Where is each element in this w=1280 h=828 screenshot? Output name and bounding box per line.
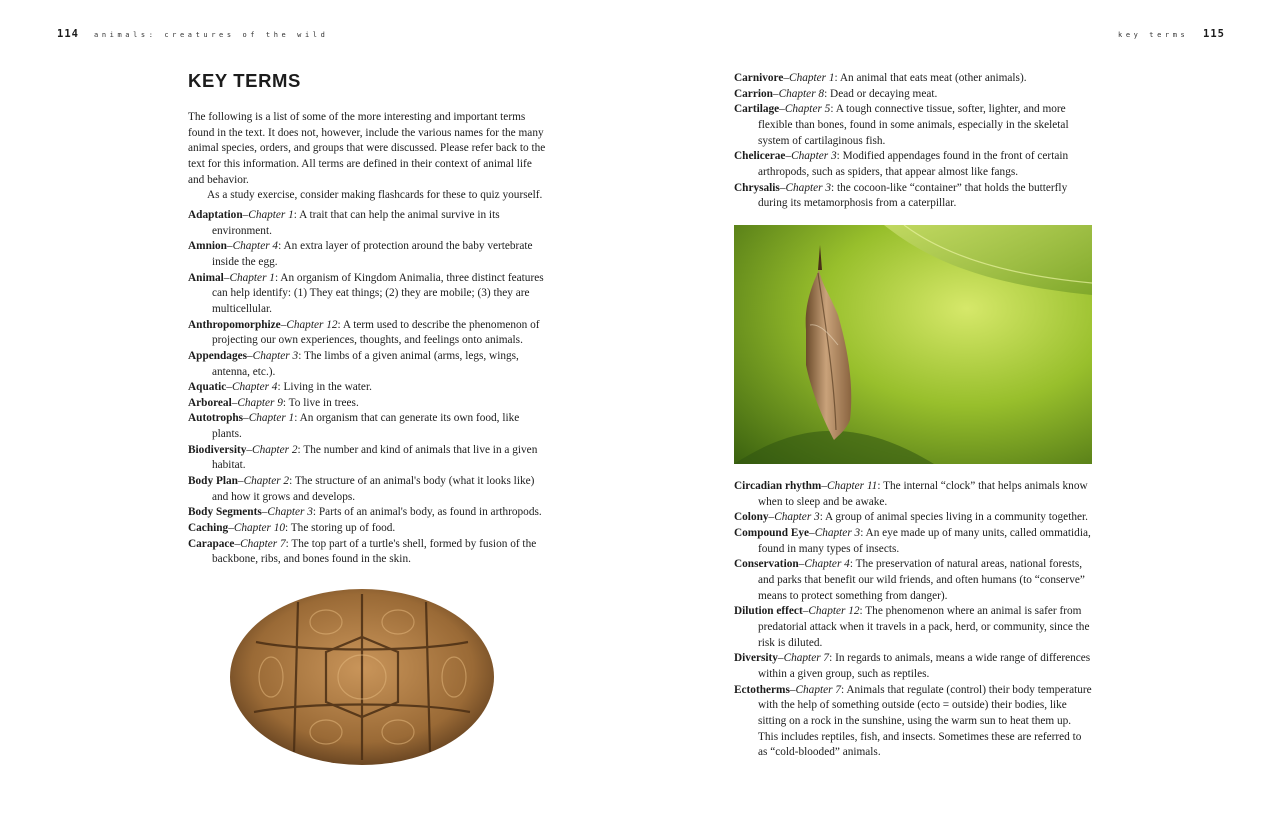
glossary-entry: Body Plan–Chapter 2: The structure of an animal's body (what it looks like) and how it grows and develops. [188, 475, 535, 503]
glossary-chapter: Chapter 2 [243, 475, 290, 488]
glossary-entry: Compound Eye–Chapter 3: An eye made up of many units, called ommatidia, found in many types of insects. [734, 526, 1091, 555]
glossary-definition: Living in the water. [283, 381, 372, 394]
glossary-term: Diversity [734, 652, 778, 665]
glossary-chapter: Chapter 7 [795, 683, 842, 696]
glossary-definition: An organism that can generate its own food, like plants. [212, 412, 520, 441]
glossary-entry: Colony–Chapter 3: A group of animal species living in a community together. [734, 511, 1088, 524]
glossary-chapter: Chapter 5 [784, 103, 831, 116]
glossary-entry: Arboreal–Chapter 9: To live in trees. [188, 396, 359, 409]
glossary-chapter: Chapter 4 [804, 558, 850, 571]
glossary-chapter: Chapter 12 [286, 318, 338, 331]
glossary-definition: An eye made up of many units, called ommatidia, found in many types of insects. [758, 526, 1091, 555]
glossary-definition: Dead or decaying meat. [830, 87, 938, 100]
glossary-chapter: Chapter 4 [232, 240, 279, 253]
chrysalis-photo [734, 225, 1092, 464]
glossary-term: Body Plan [188, 475, 238, 488]
glossary-term: Arboreal [188, 396, 232, 409]
glossary-entry: Ectotherms–Chapter 7: Animals that regulate (control) their body temperature with the help of something outside (ecto = outside) their bodies, like sitting on a rock in the sunshine, using the warm sun to heat them up. This includes reptiles, fish, and insects. Sometimes these are referred to as “cold-blooded” animals. [734, 683, 1092, 759]
page-number-left: 114 [57, 28, 79, 40]
glossary-term: Caching [188, 522, 229, 535]
glossary-chapter: Chapter 3 [267, 506, 313, 519]
glossary-definition: The internal “clock” that helps animals know when to sleep and be awake. [758, 480, 1088, 508]
glossary-chapter: Chapter 7 [240, 537, 286, 550]
glossary-chapter: Chapter 3 [791, 150, 837, 163]
glossary-chapter: Chapter 1 [248, 208, 294, 221]
glossary-term: Amnion [188, 240, 227, 253]
glossary-definition: A group of animal species living in a community together. [825, 511, 1088, 524]
glossary-chapter: Chapter 1 [248, 412, 295, 425]
glossary-term: Cartilage [734, 103, 780, 116]
glossary-definition: In regards to animals, means a wide range of differences within a given group, such as reptiles. [758, 652, 1091, 680]
glossary-definition: Modified appendages found in the front of certain arthropods, such as spiders, that appear almost like fangs. [758, 150, 1069, 178]
glossary-definition: Animals that regulate (control) their body temperature with the help of something outside (ecto = outside) their bodies, like sitting on a rock in the sunshine, using the warm sun to heat them up. This includes reptiles, fish, and insects. Sometimes these are referred to as “cold-blooded” animals. [758, 683, 1092, 759]
glossary-chapter: Chapter 8 [778, 87, 825, 100]
intro-paragraph: The following is a list of some of the more interesting and important terms found in the text. It does not, however, include the various names for the many animal species, orders, and groups that were discussed. Please refer back to the text for this information. All terms are defined in their context of animal life and behavior. [188, 111, 546, 186]
glossary-chapter: Chapter 9 [237, 396, 283, 409]
glossary-definition: An organism of Kingdom Animalia, three distinct features can help identify: (1) They eat things; (2) they are mobile; (3) they are multicellular. [212, 271, 544, 315]
glossary-term: Body Segments [188, 506, 262, 519]
glossary-term: Circadian rhythm [734, 480, 822, 492]
glossary-chapter: Chapter 2 [252, 443, 298, 456]
glossary-entry: Chrysalis–Chapter 3: the cocoon-like “container” that holds the butterfly during its metamorphosis from a caterpillar. [734, 181, 1068, 210]
glossary-entry: Carrion–Chapter 8: Dead or decaying meat. [734, 87, 938, 100]
glossary-entry: Autotrophs–Chapter 1: An organism that can generate its own food, like plants. [188, 412, 520, 441]
glossary-definition: The limbs of a given animal (arms, legs, wings, antenna, etc.). [212, 349, 519, 378]
glossary-definition: The phenomenon where an animal is safer from predatorial attack when it travels in a pack, herd, or community, since the risk is diluted. [758, 605, 1090, 649]
glossary-term: Autotrophs [188, 412, 244, 425]
glossary-entry: Body Segments–Chapter 3: Parts of an animal's body, as found in arthropods. [188, 506, 542, 519]
glossary-definition: A tough connective tissue, softer, lighter, and more flexible than bones, found in some animals, especially in the skeletal system of cartilaginous fish. [758, 103, 1069, 147]
glossary-chapter: Chapter 7 [783, 652, 830, 665]
glossary-definition: The number and kind of animals that live in a given habitat. [212, 443, 538, 472]
glossary-term: Colony [734, 511, 769, 524]
intro-paragraph: As a study exercise, consider making flashcards for these to quiz yourself. [207, 189, 543, 202]
glossary-definition: the cocoon-like “container” that holds the butterfly during its metamorphosis from a caterpillar. [758, 181, 1068, 210]
glossary-term: Chelicerae [734, 150, 786, 163]
glossary-chapter: Chapter 4 [231, 381, 278, 394]
glossary-term: Animal [188, 271, 224, 284]
glossary-entry: Cartilage–Chapter 5: A tough connective tissue, softer, lighter, and more flexible than bones, found in some animals, especially in the skeletal system of cartilaginous fish. [734, 103, 1069, 147]
glossary-entry: Aquatic–Chapter 4: Living in the water. [188, 381, 372, 394]
glossary-list-right-top [734, 71, 1092, 212]
glossary-term: Biodiversity [188, 443, 247, 456]
glossary-chapter: Chapter 1 [229, 271, 275, 284]
intro-text [188, 110, 546, 204]
page-title: KEY TERMS [188, 70, 301, 91]
glossary-entry: Caching–Chapter 10: The storing up of food. [188, 522, 396, 535]
glossary-list-left [188, 208, 546, 568]
glossary-list-right-bottom [734, 479, 1092, 761]
glossary-chapter: Chapter 1 [789, 72, 835, 84]
glossary-term: Compound Eye [734, 526, 810, 539]
running-head-left: animals: creatures of the wild [94, 31, 329, 39]
glossary-definition: An animal that eats meat (other animals). [839, 72, 1027, 84]
glossary-term: Anthropomorphize [188, 318, 281, 331]
glossary-term: Ectotherms [734, 683, 790, 696]
page-number-right: 115 [1203, 28, 1225, 40]
glossary-entry: Adaptation–Chapter 1: A trait that can help the animal survive in its environment. [188, 208, 500, 237]
glossary-term: Adaptation [188, 208, 243, 221]
glossary-chapter: Chapter 3 [774, 511, 820, 524]
glossary-entry: Chelicerae–Chapter 3: Modified appendages found in the front of certain arthropods, such as spiders, that appear almost like fangs. [734, 150, 1069, 178]
glossary-entry: Conservation–Chapter 4: The preservation of natural areas, national forests, and parks that benefit our wild friends, and often humans (to “conserve” means to protect something from danger). [734, 558, 1085, 602]
glossary-term: Dilution effect [734, 605, 803, 618]
glossary-term: Conservation [734, 558, 799, 571]
glossary-definition: A term used to describe the phenomenon of projecting our own experiences, thoughts, and feelings onto animals. [212, 318, 540, 347]
glossary-term: Chrysalis [734, 181, 780, 194]
glossary-definition: The top part of a turtle's shell, formed by fusion of the backbone, ribs, and bones found in the skin. [212, 537, 537, 566]
glossary-entry: Animal–Chapter 1: An organism of Kingdom Animalia, three distinct features can help identify: (1) They eat things; (2) they are mobile; (3) they are multicellular. [188, 271, 544, 315]
running-head-right: key terms [1118, 31, 1189, 39]
glossary-term: Carapace [188, 537, 235, 550]
glossary-chapter: Chapter 10 [233, 522, 285, 535]
glossary-chapter: Chapter 3 [252, 349, 299, 362]
glossary-entry: Anthropomorphize–Chapter 12: A term used to describe the phenomenon of projecting our own experiences, thoughts, and feelings onto animals. [188, 318, 540, 347]
glossary-definition: The structure of an animal's body (what it looks like) and how it grows and develops. [212, 475, 535, 503]
glossary-entry: Diversity–Chapter 7: In regards to animals, means a wide range of differences within a given group, such as reptiles. [734, 652, 1091, 680]
tortoise-shell-photo [226, 582, 498, 772]
glossary-chapter: Chapter 12 [808, 605, 860, 618]
glossary-definition: A trait that can help the animal survive in its environment. [212, 208, 500, 237]
glossary-entry: Dilution effect–Chapter 12: The phenomenon where an animal is safer from predatorial attack when it travels in a pack, herd, or community, since the risk is diluted. [734, 605, 1090, 649]
glossary-entry: Circadian rhythm–Chapter 11: The internal “clock” that helps animals know when to sleep and be awake. [734, 480, 1088, 508]
glossary-chapter: Chapter 3 [785, 181, 831, 194]
glossary-entry: Appendages–Chapter 3: The limbs of a given animal (arms, legs, wings, antenna, etc.). [188, 349, 519, 378]
glossary-definition: The storing up of food. [290, 522, 396, 535]
glossary-term: Carrion [734, 87, 773, 100]
glossary-entry: Carapace–Chapter 7: The top part of a turtle's shell, formed by fusion of the backbone, ribs, and bones found in the skin. [188, 537, 537, 566]
left-column [188, 70, 546, 568]
glossary-term: Appendages [188, 349, 248, 362]
glossary-term: Aquatic [188, 381, 227, 394]
glossary-definition: An extra layer of protection around the baby vertebrate inside the egg. [212, 240, 533, 268]
glossary-entry: Biodiversity–Chapter 2: The number and kind of animals that live in a given habitat. [188, 443, 538, 472]
glossary-term: Carnivore [734, 72, 784, 84]
glossary-entry: Amnion–Chapter 4: An extra layer of protection around the baby vertebrate inside the egg. [188, 240, 533, 268]
glossary-definition: To live in trees. [288, 396, 359, 409]
glossary-definition: Parts of an animal's body, as found in arthropods. [318, 506, 542, 519]
glossary-entry: Carnivore–Chapter 1: An animal that eats meat (other animals). [734, 72, 1027, 84]
glossary-chapter: Chapter 3 [814, 526, 861, 539]
glossary-chapter: Chapter 11 [827, 480, 878, 492]
glossary-definition: The preservation of natural areas, national forests, and parks that benefit our wild friends, and often humans (to “conserve” means to protect something from danger). [758, 558, 1085, 602]
